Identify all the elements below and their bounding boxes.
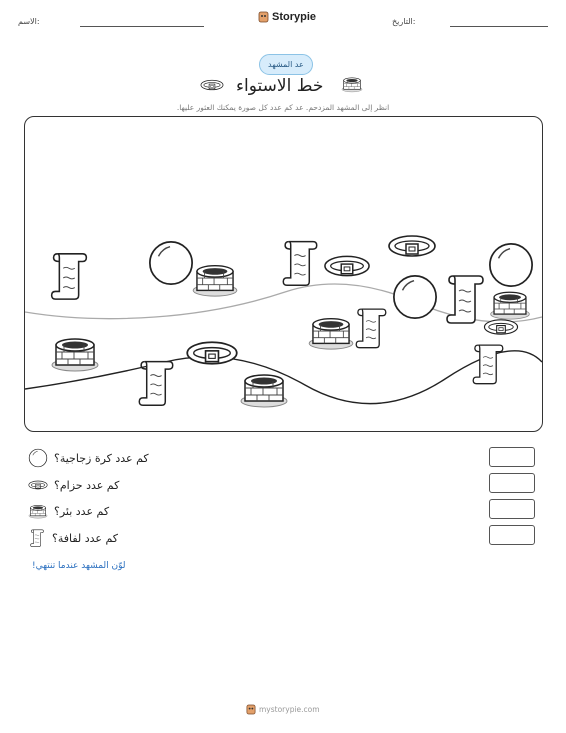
date-label: التاريخ: (392, 17, 416, 26)
color-instruction: لوّن المشهد عندما تنتهي! (32, 561, 126, 571)
instructions: انظر إلى المشهد المزدحم. عد كم عدد كل صورة يمكنك العثور عليها. (176, 103, 390, 112)
date-line[interactable] (450, 26, 548, 27)
question-text: كم عدد كرة زجاجية؟ (54, 451, 149, 465)
belt-item (325, 256, 369, 275)
question-row (28, 501, 228, 521)
brand-logo (258, 11, 316, 23)
answer-box[interactable] (489, 473, 535, 493)
well-item (491, 292, 530, 319)
question-text: كم عدد بئر؟ (54, 504, 110, 518)
brand-name: Storypie (272, 11, 317, 23)
answer-box[interactable] (489, 499, 535, 519)
scroll-icon (28, 528, 46, 548)
well-item (52, 339, 98, 371)
belt-icon (28, 479, 48, 491)
belt-item (389, 236, 435, 256)
answer-box[interactable] (489, 447, 535, 467)
crystal-ball-icon (28, 448, 48, 468)
scroll-item (473, 345, 503, 384)
crystal-ball-item (150, 242, 192, 284)
footer-url: mystorypie.com (259, 705, 320, 714)
well-icon (341, 75, 363, 93)
scroll-item (356, 309, 386, 348)
question-row (28, 475, 228, 495)
footer (246, 704, 320, 715)
question-row (28, 448, 228, 468)
page-title: خط الاستواء (236, 76, 324, 96)
answer-box[interactable] (489, 525, 535, 545)
belt-item (187, 342, 237, 364)
storypie-logo-icon (258, 11, 269, 23)
scroll-item (52, 254, 87, 299)
belt-icon (200, 77, 224, 91)
scroll-item (283, 242, 316, 286)
well-item (193, 266, 237, 296)
well-item (309, 319, 353, 349)
storypie-logo-icon (246, 704, 256, 715)
well-icon (28, 503, 48, 519)
counting-scene[interactable] (24, 116, 543, 432)
belt-item (484, 320, 517, 334)
question-row (28, 528, 228, 548)
scroll-item (447, 276, 483, 323)
scroll-item (139, 362, 172, 406)
name-line[interactable] (80, 26, 204, 27)
crystal-ball-item (490, 244, 532, 286)
question-text: كم عدد لفافة؟ (52, 531, 119, 545)
scene-illustration (25, 117, 542, 431)
question-text: كم عدد حزام؟ (54, 478, 120, 492)
well-item (241, 375, 287, 407)
activity-badge: عد المشهد (259, 54, 313, 75)
name-label: الاسم: (18, 17, 40, 26)
crystal-ball-item (394, 276, 436, 318)
